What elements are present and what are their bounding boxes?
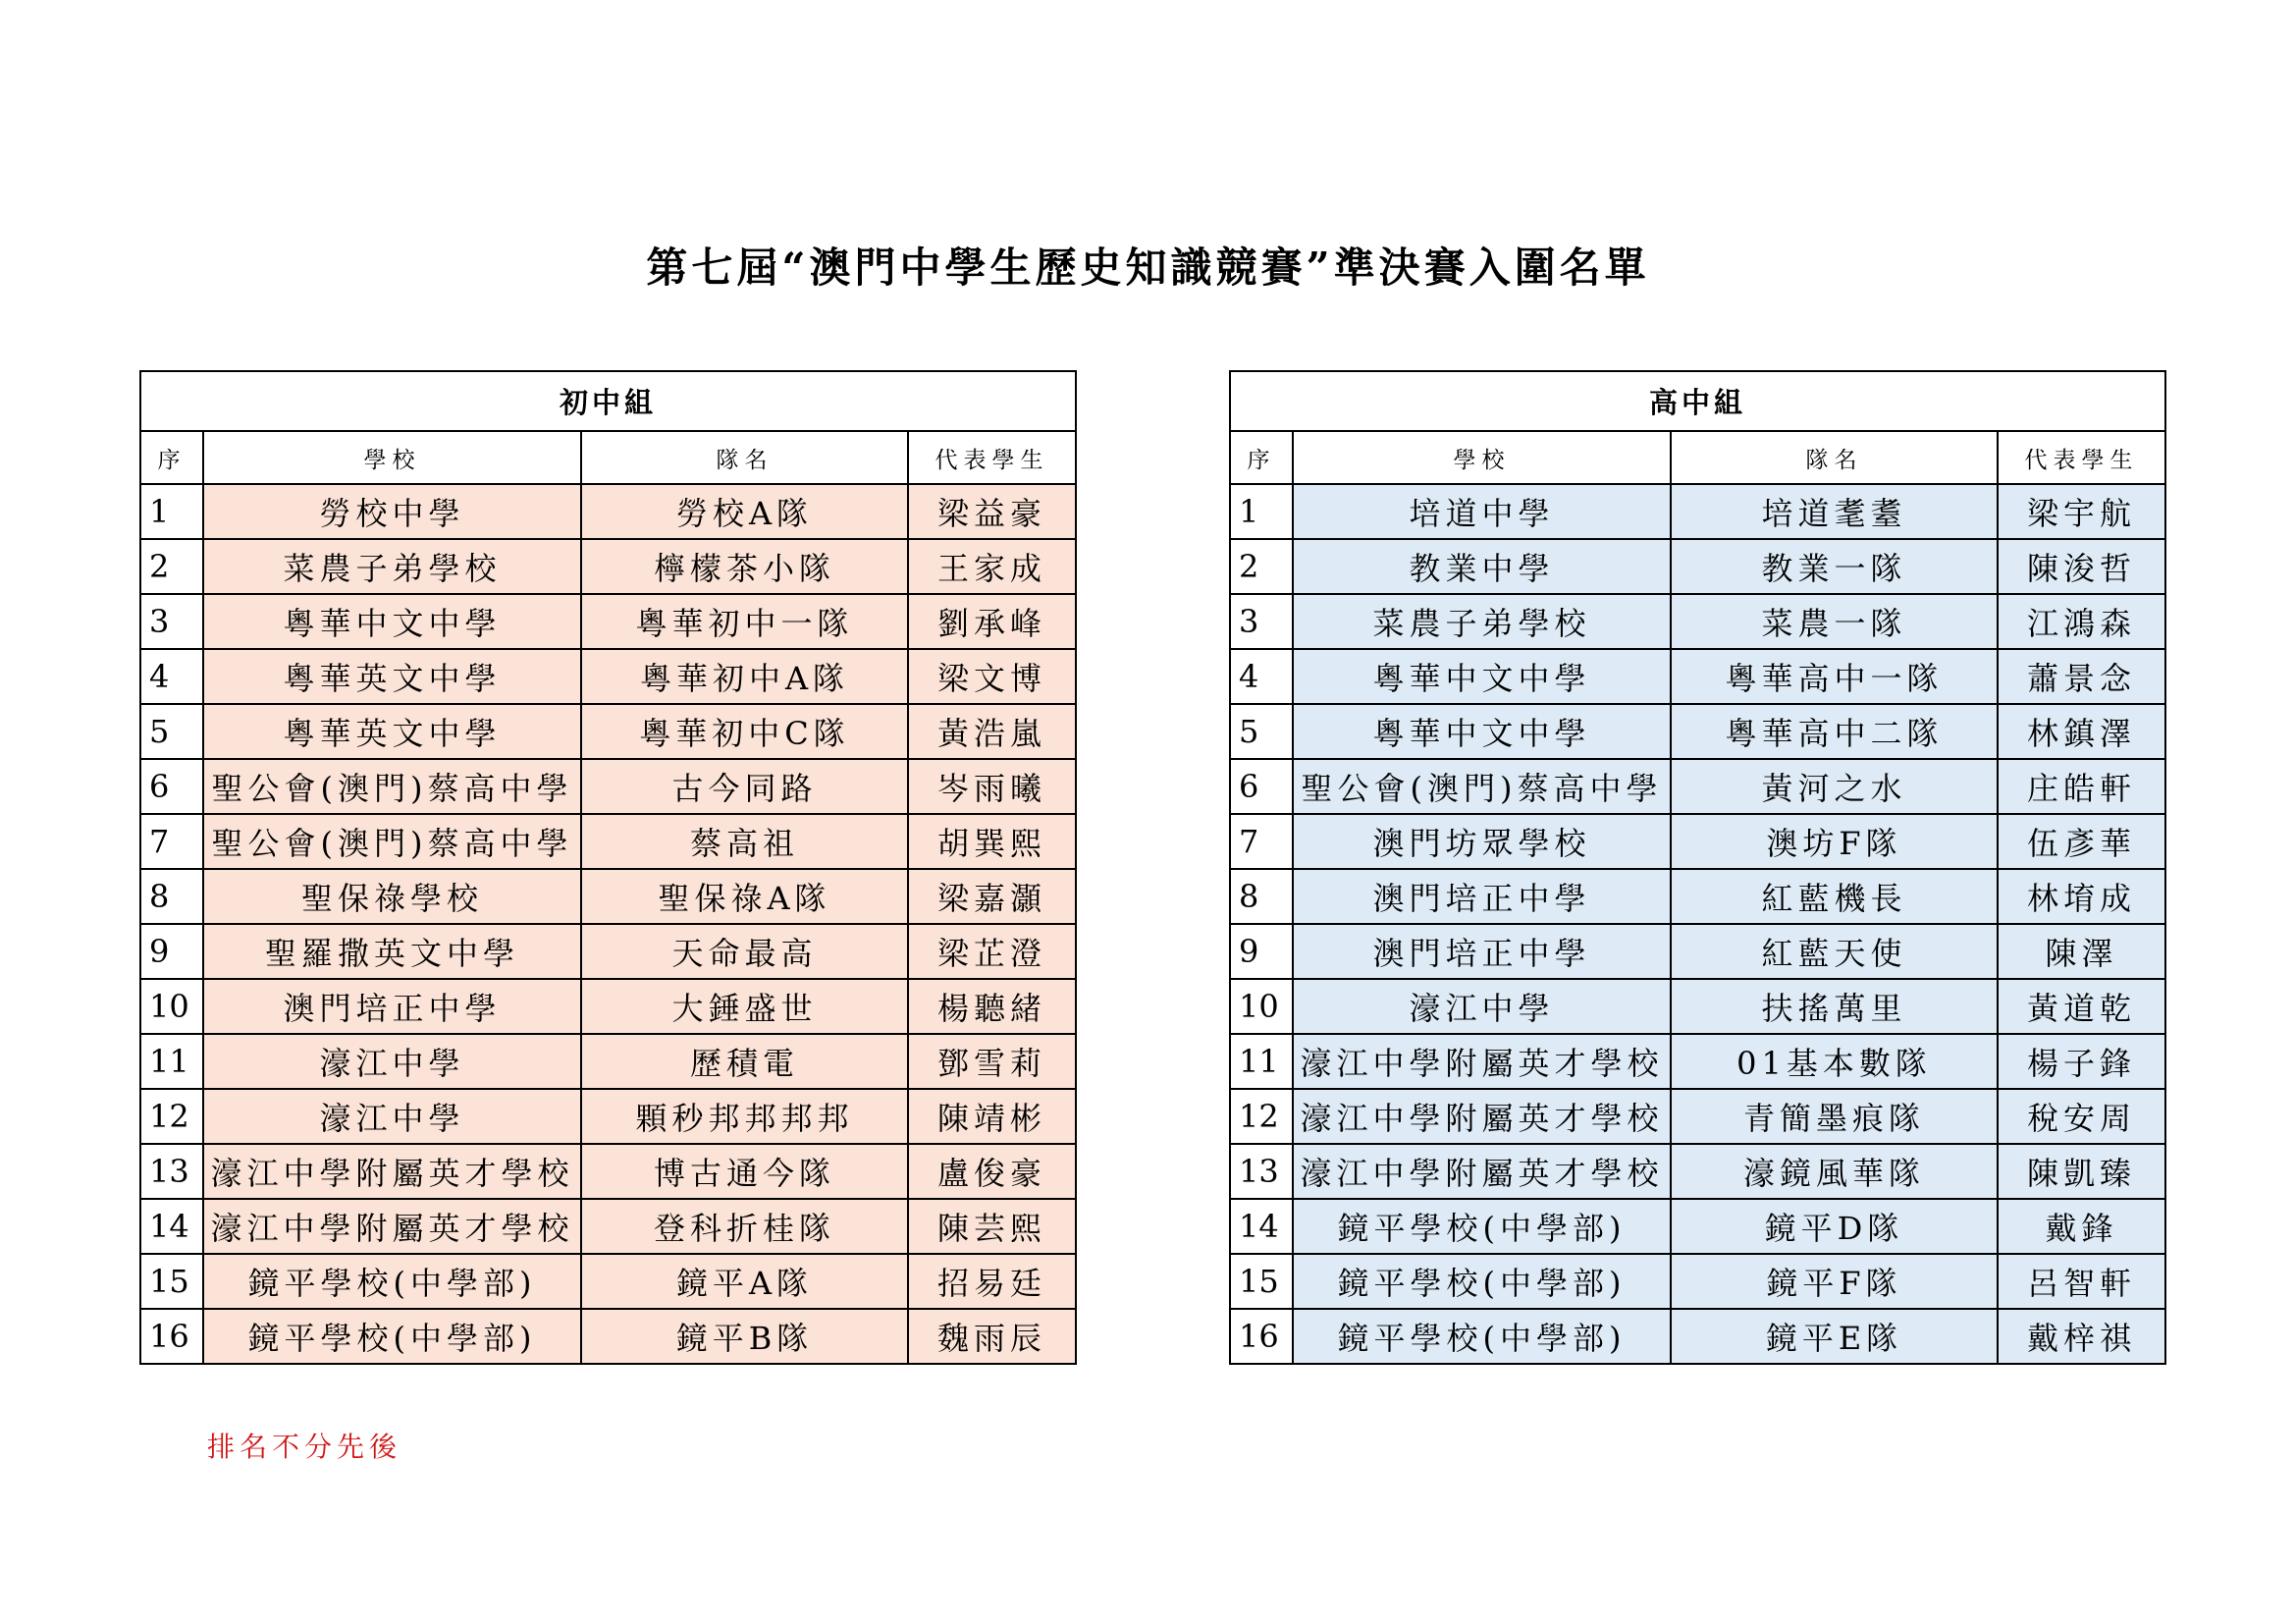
cell-student: 戴鋒 [1998, 1199, 2165, 1254]
cell-school: 鏡平學校(中學部) [203, 1254, 581, 1309]
table-row [140, 1144, 1076, 1199]
cell-student: 林堉成 [1998, 869, 2165, 924]
cell-student: 蕭景念 [1998, 649, 2165, 704]
cell-school: 粵華中文中學 [203, 594, 581, 649]
cell-school: 澳門培正中學 [1293, 924, 1671, 979]
cell-index: 10 [1230, 979, 1293, 1034]
cell-school: 粵華中文中學 [1293, 704, 1671, 759]
cell-team: 登科折桂隊 [581, 1199, 908, 1254]
cell-index: 5 [1230, 704, 1293, 759]
cell-school: 教業中學 [1293, 539, 1671, 594]
cell-index: 13 [140, 1144, 203, 1199]
cell-index: 4 [1230, 649, 1293, 704]
cell-student: 陳靖彬 [908, 1089, 1076, 1144]
cell-team: 蔡高祖 [581, 814, 908, 869]
cell-index: 9 [1230, 924, 1293, 979]
cell-team: 粵華初中A隊 [581, 649, 908, 704]
cell-school: 菜農子弟學校 [1293, 594, 1671, 649]
cell-school: 鏡平學校(中學部) [1293, 1199, 1671, 1254]
cell-team: 歷積電 [581, 1034, 908, 1089]
cell-student: 岑雨曦 [908, 759, 1076, 814]
cell-index: 1 [140, 484, 203, 539]
cell-student: 陳凱臻 [1998, 1144, 2165, 1199]
cell-team: 鏡平E隊 [1671, 1309, 1998, 1364]
cell-index: 6 [1230, 759, 1293, 814]
table-row [1230, 539, 2165, 594]
cell-team: 紅藍機長 [1671, 869, 1998, 924]
cell-student: 盧俊豪 [908, 1144, 1076, 1199]
cell-index: 12 [1230, 1089, 1293, 1144]
cell-index: 14 [1230, 1199, 1293, 1254]
cell-team: 鏡平F隊 [1671, 1254, 1998, 1309]
header-team: 隊名 [581, 431, 908, 484]
cell-school: 鏡平學校(中學部) [1293, 1309, 1671, 1364]
header-index: 序 [1230, 431, 1293, 484]
cell-student: 江鴻森 [1998, 594, 2165, 649]
ranking-note: 排名不分先後 [207, 1431, 402, 1463]
cell-team: 聖保祿A隊 [581, 869, 908, 924]
cell-team: 紅藍天使 [1671, 924, 1998, 979]
cell-school: 培道中學 [1293, 484, 1671, 539]
table-row [1230, 814, 2165, 869]
table-row [1230, 1144, 2165, 1199]
table-row [1230, 484, 2165, 539]
cell-student: 伍彥華 [1998, 814, 2165, 869]
cell-index: 14 [140, 1199, 203, 1254]
cell-student: 梁益豪 [908, 484, 1076, 539]
cell-student: 林鎮澤 [1998, 704, 2165, 759]
group-title: 初中組 [140, 371, 1076, 431]
cell-index: 12 [140, 1089, 203, 1144]
cell-school: 濠江中學附屬英才學校 [1293, 1089, 1671, 1144]
table-row [140, 814, 1076, 869]
cell-index: 16 [140, 1309, 203, 1364]
cell-team: 菜農一隊 [1671, 594, 1998, 649]
cell-index: 7 [140, 814, 203, 869]
cell-index: 2 [140, 539, 203, 594]
cell-student: 楊聽緒 [908, 979, 1076, 1034]
table-row [140, 484, 1076, 539]
cell-school: 聖公會(澳門)蔡高中學 [1293, 759, 1671, 814]
table-row [140, 1089, 1076, 1144]
cell-team: 01基本數隊 [1671, 1034, 1998, 1089]
table-row [1230, 1199, 2165, 1254]
cell-team: 顆秒邦邦邦邦 [581, 1089, 908, 1144]
cell-school: 澳門培正中學 [203, 979, 581, 1034]
table-row [1230, 1034, 2165, 1089]
cell-school: 粵華英文中學 [203, 704, 581, 759]
header-school: 學校 [1293, 431, 1671, 484]
cell-school: 濠江中學 [203, 1034, 581, 1089]
table-row [1230, 924, 2165, 979]
cell-student: 戴梓祺 [1998, 1309, 2165, 1364]
cell-school: 聖羅撒英文中學 [203, 924, 581, 979]
cell-team: 天命最高 [581, 924, 908, 979]
cell-team: 粵華高中二隊 [1671, 704, 1998, 759]
cell-index: 4 [140, 649, 203, 704]
cell-team: 澳坊F隊 [1671, 814, 1998, 869]
cell-index: 9 [140, 924, 203, 979]
cell-student: 梁文博 [908, 649, 1076, 704]
cell-team: 鏡平A隊 [581, 1254, 908, 1309]
cell-team: 粵華高中一隊 [1671, 649, 1998, 704]
cell-student: 劉承峰 [908, 594, 1076, 649]
table-row [140, 704, 1076, 759]
cell-index: 13 [1230, 1144, 1293, 1199]
cell-index: 15 [1230, 1254, 1293, 1309]
cell-index: 6 [140, 759, 203, 814]
table-row [140, 1309, 1076, 1364]
cell-school: 粵華中文中學 [1293, 649, 1671, 704]
cell-team: 博古通今隊 [581, 1144, 908, 1199]
cell-team: 培道耄耋 [1671, 484, 1998, 539]
cell-school: 濠江中學附屬英才學校 [203, 1144, 581, 1199]
cell-index: 15 [140, 1254, 203, 1309]
table-row [1230, 1089, 2165, 1144]
cell-student: 黃浩嵐 [908, 704, 1076, 759]
cell-school: 鏡平學校(中學部) [1293, 1254, 1671, 1309]
senior-table [1229, 370, 2166, 1365]
cell-student: 梁宇航 [1998, 484, 2165, 539]
page-title: 第七屆“澳門中學生歷史知識競賽”準決賽入圍名單 [646, 244, 1650, 292]
cell-student: 陳芸熙 [908, 1199, 1076, 1254]
cell-index: 5 [140, 704, 203, 759]
table-row [1230, 869, 2165, 924]
header-student: 代表學生 [1998, 431, 2165, 484]
cell-student: 梁芷澄 [908, 924, 1076, 979]
table-row [1230, 649, 2165, 704]
cell-school: 濠江中學附屬英才學校 [203, 1199, 581, 1254]
cell-school: 聖保祿學校 [203, 869, 581, 924]
cell-team: 大錘盛世 [581, 979, 908, 1034]
cell-team: 檸檬茶小隊 [581, 539, 908, 594]
cell-index: 16 [1230, 1309, 1293, 1364]
cell-school: 聖公會(澳門)蔡高中學 [203, 759, 581, 814]
table-row [1230, 1309, 2165, 1364]
cell-school: 濠江中學 [203, 1089, 581, 1144]
table-row [1230, 704, 2165, 759]
cell-school: 聖公會(澳門)蔡高中學 [203, 814, 581, 869]
table-row [140, 539, 1076, 594]
cell-index: 8 [1230, 869, 1293, 924]
cell-school: 鏡平學校(中學部) [203, 1309, 581, 1364]
header-team: 隊名 [1671, 431, 1998, 484]
cell-school: 濠江中學 [1293, 979, 1671, 1034]
table-row [140, 1254, 1076, 1309]
table-row [1230, 594, 2165, 649]
cell-index: 1 [1230, 484, 1293, 539]
cell-student: 招易廷 [908, 1254, 1076, 1309]
cell-index: 3 [140, 594, 203, 649]
cell-team: 扶搖萬里 [1671, 979, 1998, 1034]
cell-index: 10 [140, 979, 203, 1034]
cell-student: 陳澤 [1998, 924, 2165, 979]
cell-school: 澳門坊眾學校 [1293, 814, 1671, 869]
cell-index: 11 [1230, 1034, 1293, 1089]
cell-student: 稅安周 [1998, 1089, 2165, 1144]
table-row [140, 759, 1076, 814]
table-row [140, 869, 1076, 924]
cell-student: 胡巽熙 [908, 814, 1076, 869]
cell-student: 梁嘉灝 [908, 869, 1076, 924]
cell-student: 庄皓軒 [1998, 759, 2165, 814]
cell-team: 鏡平D隊 [1671, 1199, 1998, 1254]
cell-index: 3 [1230, 594, 1293, 649]
cell-team: 青簡墨痕隊 [1671, 1089, 1998, 1144]
table-row [140, 979, 1076, 1034]
cell-team: 黃河之水 [1671, 759, 1998, 814]
cell-student: 鄧雪莉 [908, 1034, 1076, 1089]
cell-school: 澳門培正中學 [1293, 869, 1671, 924]
cell-school: 濠江中學附屬英才學校 [1293, 1034, 1671, 1089]
header-school: 學校 [203, 431, 581, 484]
cell-team: 鏡平B隊 [581, 1309, 908, 1364]
cell-team: 粵華初中C隊 [581, 704, 908, 759]
cell-school: 勞校中學 [203, 484, 581, 539]
cell-school: 菜農子弟學校 [203, 539, 581, 594]
cell-team: 教業一隊 [1671, 539, 1998, 594]
table-row [1230, 1254, 2165, 1309]
cell-student: 黃道乾 [1998, 979, 2165, 1034]
header-student: 代表學生 [908, 431, 1076, 484]
cell-school: 粵華英文中學 [203, 649, 581, 704]
header-index: 序 [140, 431, 203, 484]
cell-index: 8 [140, 869, 203, 924]
table-row [140, 1034, 1076, 1089]
table-row [140, 649, 1076, 704]
cell-student: 楊子鋒 [1998, 1034, 2165, 1089]
table-row [1230, 979, 2165, 1034]
table-row [140, 924, 1076, 979]
cell-student: 陳浚哲 [1998, 539, 2165, 594]
cell-team: 粵華初中一隊 [581, 594, 908, 649]
cell-index: 7 [1230, 814, 1293, 869]
cell-team: 勞校A隊 [581, 484, 908, 539]
table-row [140, 1199, 1076, 1254]
group-title: 高中組 [1230, 371, 2165, 431]
cell-student: 王家成 [908, 539, 1076, 594]
table-row [1230, 759, 2165, 814]
cell-student: 呂智軒 [1998, 1254, 2165, 1309]
cell-team: 濠鏡風華隊 [1671, 1144, 1998, 1199]
cell-team: 古今同路 [581, 759, 908, 814]
cell-student: 魏雨辰 [908, 1309, 1076, 1364]
cell-index: 2 [1230, 539, 1293, 594]
cell-school: 濠江中學附屬英才學校 [1293, 1144, 1671, 1199]
junior-table [139, 370, 1077, 1365]
table-row [140, 594, 1076, 649]
cell-index: 11 [140, 1034, 203, 1089]
